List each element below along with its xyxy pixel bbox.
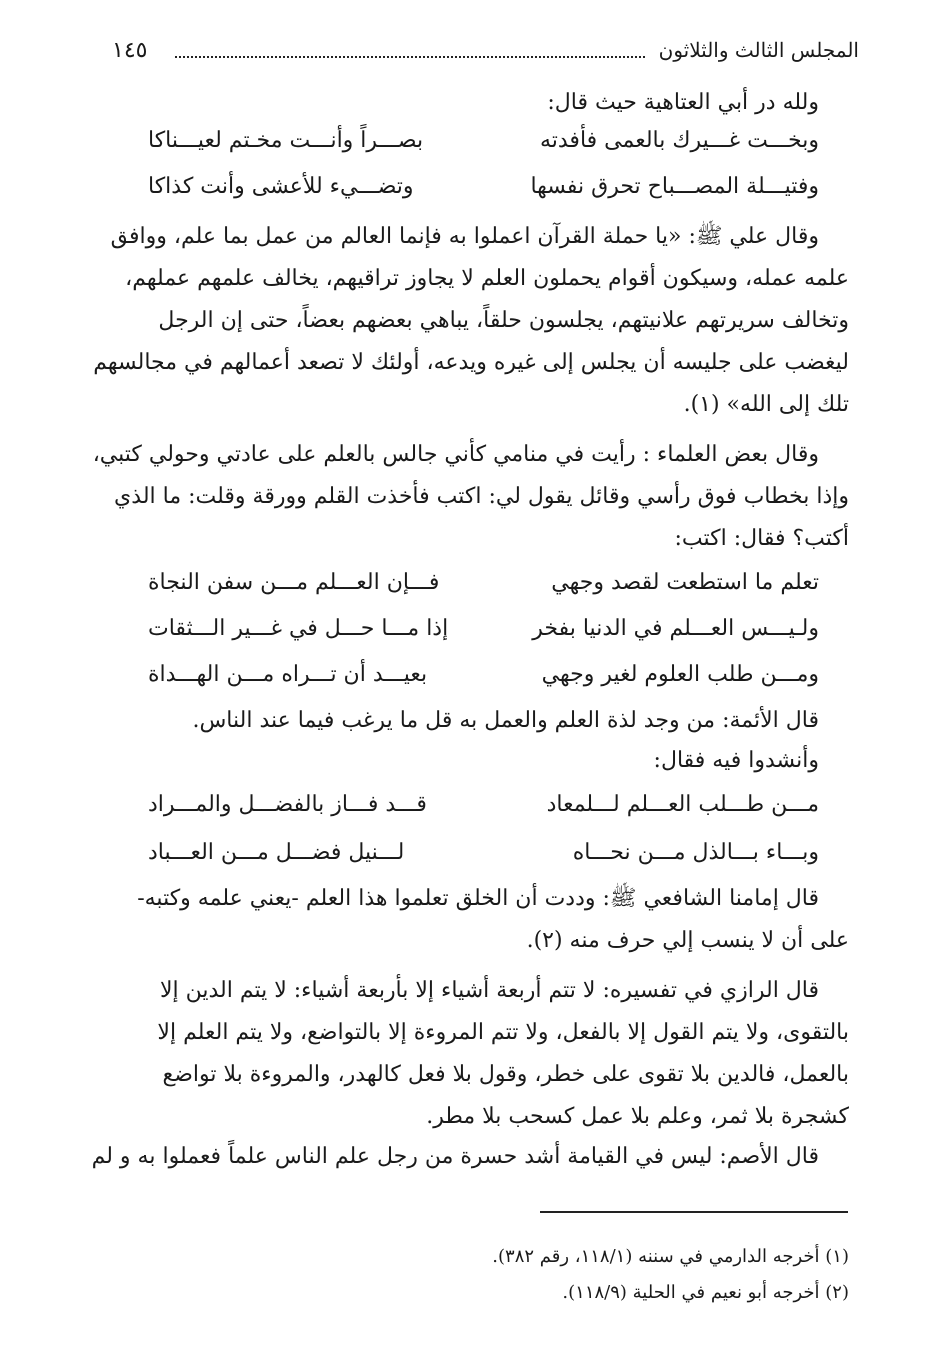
poem2-line3-first-hemistich: ومـــن طلب العلوم لغير وجهي xyxy=(541,662,819,687)
poem3-line2-second-hemistich: لـــنيل فضـــل مـــن العـــباد xyxy=(148,840,405,865)
para-ali-line: ليغضب على جليسه أن يجلس إلى غيره ويدعه، أولئك لا تصعد أعمالهم في مجالسهم xyxy=(93,350,849,375)
poem1-line1-second-hemistich: بصـــراً وأنـــت مخـتم لعيـــناكا xyxy=(148,128,424,153)
razi-line: قال الرازي في تفسيره: لا تتم أربعة أشياء إلا بأربعة أشياء: لا يتم الدين إلا xyxy=(159,978,819,1003)
footnote-2: (٢) أخرجه أبو نعيم في الحلية (١١٨/٩). xyxy=(562,1282,849,1303)
poem2-line1-first-hemistich: تعلم ما استطعت لقصد وجهي xyxy=(551,570,819,595)
poem1-line2-second-hemistich: وتضـــيء للأعشى وأنت كذاكا xyxy=(148,174,414,199)
para-dream-line: وإذا بخطاب فوق رأسي وقائل يقول لي: اكتب فأخذت القلم وورقة وقلت: ما الذي xyxy=(114,484,849,509)
para-ali-line: علمه عمله، وسيكون أقوام يحملون العلم لا يجاوز تراقيهم، يخالف علمهم عملهم، xyxy=(125,266,849,291)
poem2-line1-second-hemistich: فـــإن العـــلم مـــن سفن النجاة xyxy=(148,570,440,595)
poem1-line2-first-hemistich: وفتيـــلة المصـــباح تحرق نفسها xyxy=(530,174,819,199)
footnote-1: (١) أخرجه الدارمي في سننه (١١٨/١، رقم ٣٨٢). xyxy=(492,1246,849,1267)
header-dotted-leader xyxy=(175,56,645,58)
para-ali-line: وتخالف سريرتهم علانيتهم، يجلسون حلقاً، يباهي بعضهم بعضاً، حتى إن الرجل xyxy=(158,308,849,333)
para-dream-line: وقال بعض العلماء : رأيت في منامي كأني جالس بالعلم على عادتي وحولي كتبي، xyxy=(92,442,819,467)
poem2-line2-second-hemistich: إذا مـــا حـــل في غـــير الـــثقات xyxy=(148,616,449,641)
imams-saying: قال الأئمة: من وجد لذة العلم والعمل به قل ما يرغب فيما عند الناس. xyxy=(192,708,819,733)
razi-line: كشجرة بلا ثمر، وعلم بلا عمل كسحب بلا مطر. xyxy=(426,1104,849,1129)
intro-abu-al-atahiya: ولله در أبي العتاهية حيث قال: xyxy=(547,90,819,115)
poem1-line1-first-hemistich: وبخـــت غـــيرك بالعمى فأفدته xyxy=(539,128,819,153)
footnote-separator xyxy=(540,1211,848,1213)
razi-line: بالعمل، فالدين بلا تقوى على خطر، وقول بلا فعل كالهدر، والمروءة بلا تواضع xyxy=(162,1062,849,1087)
para-ali-line: تلك إلى الله» (١). xyxy=(683,392,849,417)
razi-line: بالتقوى، ولا يتم القول إلا بالفعل، ولا تتم المروءة إلا بالتواضع، ولا يتم العلم إلا xyxy=(157,1020,849,1045)
page-number: ١٤٥ xyxy=(112,38,148,63)
poem2-line3-second-hemistich: بعيـــد أن تـــراه مـــن الهـــداة xyxy=(148,662,428,687)
running-header-title: المجلس الثالث والثلاثون xyxy=(658,38,859,62)
para-dream-line: أكتب؟ فقال: اكتب: xyxy=(674,526,849,551)
poem2-line2-first-hemistich: ولـيـــس العـــلم في الدنيا بفخر xyxy=(532,616,819,641)
shafii-line: على أن لا ينسب إلي حرف منه (٢). xyxy=(526,928,849,953)
asamm-saying: قال الأصم: ليس في القيامة أشد حسرة من رجل علم الناس علماً فعملوا به و لم xyxy=(91,1144,819,1169)
intro-recited: وأنشدوا فيه فقال: xyxy=(653,748,819,773)
poem3-line1-first-hemistich: مـــن طـــلب العـــلم لـــلمعاد xyxy=(546,792,819,817)
para-ali-line: وقال علي ﷺ: «يا حملة القرآن اعملوا به فإنما العالم من عمل بما علم، ووافق xyxy=(110,224,819,249)
poem3-line1-second-hemistich: قـــد فـــاز بالفضـــل والمـــراد xyxy=(148,792,427,817)
poem3-line2-first-hemistich: وبـــاء بـــالذل مـــن نحـــاه xyxy=(572,840,819,865)
shafii-line: قال إمامنا الشافعي ﷺ: وددت أن الخلق تعلموا هذا العلم -يعني علمه وكتبه- xyxy=(137,886,819,911)
